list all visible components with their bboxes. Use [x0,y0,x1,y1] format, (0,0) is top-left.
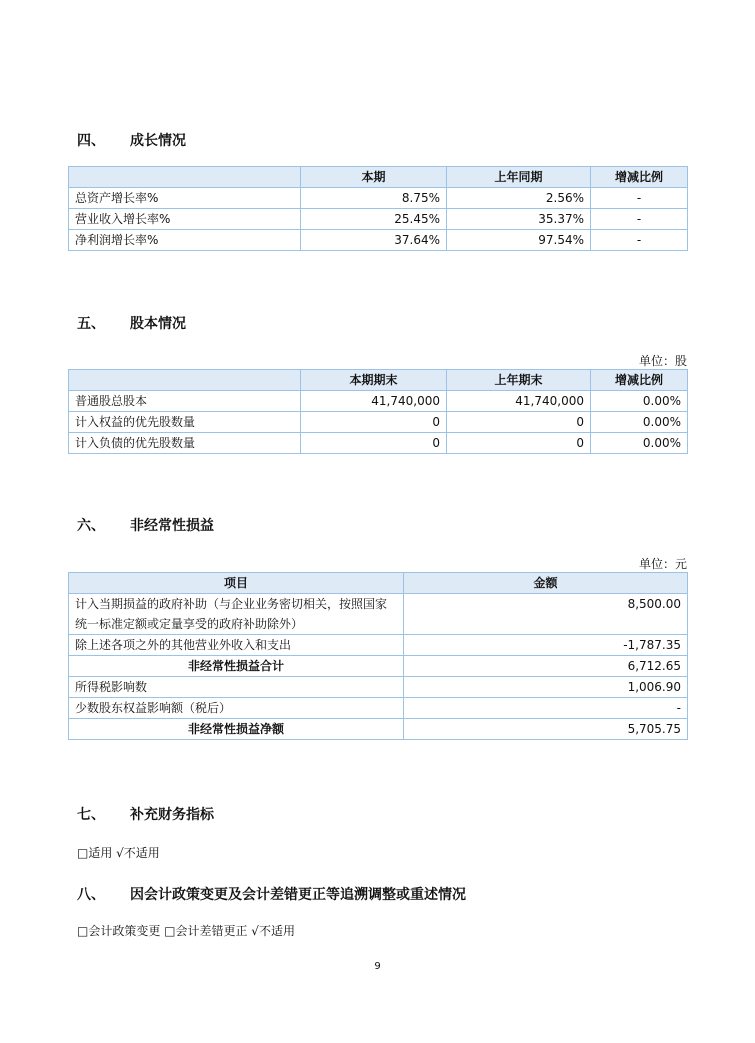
cell: 1,006.90 [404,677,688,698]
table-row [69,677,688,698]
table-row [69,209,688,230]
row-label: 计入权益的优先股数量 [69,412,301,433]
table-row [69,635,688,656]
header-cell [69,370,301,391]
cell: 6,712.65 [404,656,688,677]
table-row [69,594,688,635]
cell: - [591,230,688,251]
cell: 8,500.00 [404,594,688,635]
header-cell: 增减比例 [591,167,688,188]
share-capital-table [68,369,688,454]
section-number: 八、 [77,887,105,903]
row-label: 非经常性损益净额 [69,719,404,740]
cell: 0.00% [591,433,688,454]
row-label: 净利润增长率% [69,230,301,251]
cell: 41,740,000 [447,391,591,412]
section-6-heading [77,515,214,535]
table-row [69,230,688,251]
applicability-line: □适用 √不适用 [77,846,160,860]
cell: 8.75% [301,188,447,209]
cell: - [591,188,688,209]
cell: 0 [447,433,591,454]
table-row [69,412,688,433]
section-4-heading [77,130,186,150]
row-label: 普通股总股本 [69,391,301,412]
table-row [69,433,688,454]
row-label: 计入当期损益的政府补助（与企业业务密切相关，按照国家统一标准定额或定量享受的政府补助除外） [69,594,404,635]
table-row [69,719,688,740]
cell: 41,740,000 [301,391,447,412]
cell: 2.56% [447,188,591,209]
cell: 37.64% [301,230,447,251]
cell: 0 [301,412,447,433]
section-number: 六、 [77,518,105,534]
cell: 0.00% [591,412,688,433]
cell: 0 [301,433,447,454]
section-number: 五、 [77,316,105,332]
section-7-heading [77,804,214,824]
row-label: 所得税影响数 [69,677,404,698]
header-cell: 金额 [404,573,688,594]
row-label: 总资产增长率% [69,188,301,209]
header-cell [69,167,301,188]
table-header-row [69,370,688,391]
header-cell: 本期期末 [301,370,447,391]
table-row [69,188,688,209]
row-label: 少数股东权益影响额（税后） [69,698,404,719]
table-header-row [69,573,688,594]
header-cell: 本期 [301,167,447,188]
section-title: 补充财务指标 [130,807,214,823]
cell: -1,787.35 [404,635,688,656]
cell: 0 [447,412,591,433]
section-5-heading [77,313,186,333]
growth-table [68,166,688,251]
section-number: 七、 [77,807,105,823]
header-cell: 项目 [69,573,404,594]
page-number: 9 [374,961,381,972]
table-row [69,656,688,677]
row-label: 除上述各项之外的其他营业外收入和支出 [69,635,404,656]
header-cell: 上年期末 [447,370,591,391]
section-title: 非经常性损益 [130,518,214,534]
section-8-heading [77,884,466,904]
table-row [69,698,688,719]
applicability-line: □会计政策变更 □会计差错更正 √不适用 [77,924,295,938]
table-row [69,391,688,412]
cell: 0.00% [591,391,688,412]
row-label: 计入负债的优先股数量 [69,433,301,454]
cell: - [591,209,688,230]
unit-label: 单位：元 [638,557,687,571]
non-recurring-table [68,572,688,740]
row-label: 非经常性损益合计 [69,656,404,677]
section-title: 股本情况 [130,316,186,332]
cell: 5,705.75 [404,719,688,740]
table-header-row [69,167,688,188]
cell: 97.54% [447,230,591,251]
section-title: 因会计政策变更及会计差错更正等追溯调整或重述情况 [130,887,466,903]
cell: 25.45% [301,209,447,230]
row-label: 营业收入增长率% [69,209,301,230]
section-number: 四、 [77,133,105,149]
section-title: 成长情况 [130,133,186,149]
unit-label: 单位：股 [638,354,687,368]
header-cell: 上年同期 [447,167,591,188]
cell: - [404,698,688,719]
header-cell: 增减比例 [591,370,688,391]
cell: 35.37% [447,209,591,230]
